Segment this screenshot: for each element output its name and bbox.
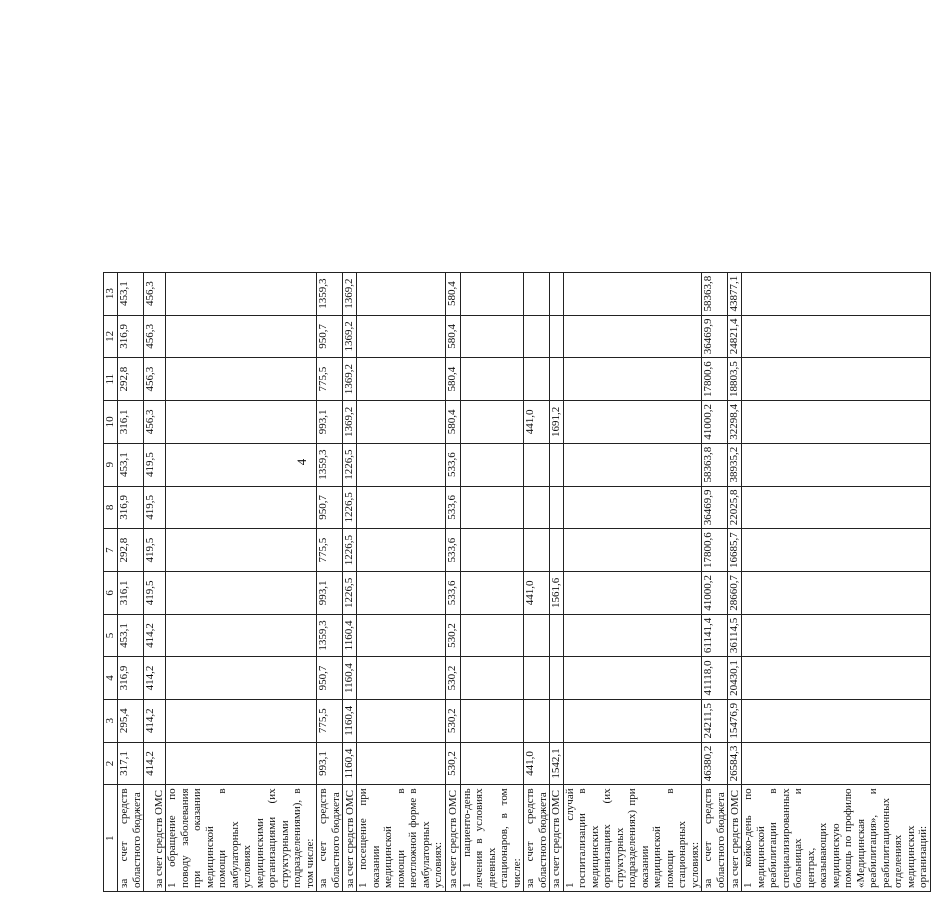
- row-label: 1 обращение по поводу заболевания при оказании медицинской помощи в амбулаторных условиях медицинскими организациями (их структурными подразделениями), в том числе:: [166, 785, 317, 892]
- value-cell: 993,1: [317, 572, 343, 615]
- value-cell: [460, 315, 524, 358]
- table-row: [357, 272, 446, 891]
- column-number-4: 4: [104, 657, 118, 700]
- value-cell: 530,2: [445, 699, 460, 742]
- value-cell: 28660,7: [728, 572, 742, 615]
- value-cell: 41118,0: [702, 657, 728, 700]
- column-number-7: 7: [104, 529, 118, 572]
- value-cell: 414,2: [144, 742, 166, 785]
- value-cell: [742, 358, 931, 401]
- row-label: за счет средств ОМС: [343, 785, 357, 892]
- value-cell: [357, 401, 446, 444]
- value-cell: 1691,2: [550, 401, 564, 444]
- row-label: 1 посещение при оказании медицинской помощи в неотложной форме в амбулаторных условиях:: [357, 785, 446, 892]
- value-cell: [563, 272, 702, 315]
- value-cell: 950,7: [317, 657, 343, 700]
- value-cell: 419,5: [144, 572, 166, 615]
- value-cell: 419,5: [144, 443, 166, 486]
- value-cell: 24211,5: [702, 699, 728, 742]
- value-cell: [524, 358, 550, 401]
- value-cell: [166, 572, 317, 615]
- value-cell: 26584,3: [728, 742, 742, 785]
- value-cell: 295,4: [118, 699, 144, 742]
- value-cell: [550, 358, 564, 401]
- value-cell: [357, 358, 446, 401]
- value-cell: 292,8: [118, 358, 144, 401]
- value-cell: [524, 614, 550, 656]
- column-number-9: 9: [104, 443, 118, 486]
- value-cell: 414,2: [144, 657, 166, 700]
- value-cell: 1369,2: [343, 401, 357, 444]
- value-cell: 1561,6: [550, 572, 564, 615]
- value-cell: [357, 529, 446, 572]
- value-cell: [460, 657, 524, 700]
- value-cell: [563, 358, 702, 401]
- value-cell: 1160,4: [343, 614, 357, 656]
- column-number-row: [104, 272, 118, 891]
- value-cell: 43877,1: [728, 272, 742, 315]
- value-cell: [550, 486, 564, 529]
- cost-table-rotated: [103, 272, 931, 892]
- row-label: за счет средств ОМС: [445, 785, 460, 892]
- value-cell: 1369,2: [343, 315, 357, 358]
- row-label: за счет средств ОМС: [550, 785, 564, 892]
- value-cell: 316,9: [118, 315, 144, 358]
- row-label: 1 случай госпитализации в медицинских организациях (их структурных подразделениях) при оказании медицинской помощи в стационарных условиях:: [563, 785, 702, 892]
- value-cell: [357, 272, 446, 315]
- value-cell: 41000,2: [702, 401, 728, 444]
- value-cell: 15476,9: [728, 699, 742, 742]
- value-cell: 456,3: [144, 401, 166, 444]
- value-cell: 36114,5: [728, 614, 742, 656]
- value-cell: 1359,3: [317, 272, 343, 315]
- value-cell: [563, 699, 702, 742]
- value-cell: 775,5: [317, 358, 343, 401]
- value-cell: 16685,7: [728, 529, 742, 572]
- value-cell: [563, 529, 702, 572]
- value-cell: 1369,2: [343, 358, 357, 401]
- value-cell: 775,5: [317, 699, 343, 742]
- value-cell: 993,1: [317, 742, 343, 785]
- value-cell: 1226,5: [343, 572, 357, 615]
- value-cell: [550, 315, 564, 358]
- value-cell: [460, 529, 524, 572]
- value-cell: [166, 699, 317, 742]
- row-label: за счет средств ОМС: [144, 785, 166, 892]
- value-cell: 441,0: [524, 401, 550, 444]
- value-cell: [563, 614, 702, 656]
- table-row: [550, 272, 564, 891]
- value-cell: 993,1: [317, 401, 343, 444]
- column-number-10: 10: [104, 401, 118, 444]
- value-cell: 36469,9: [702, 486, 728, 529]
- value-cell: 414,2: [144, 614, 166, 656]
- value-cell: 419,5: [144, 529, 166, 572]
- value-cell: [742, 657, 931, 700]
- table-row: [144, 272, 166, 891]
- value-cell: 441,0: [524, 572, 550, 615]
- value-cell: [166, 657, 317, 700]
- value-cell: [550, 699, 564, 742]
- value-cell: 38935,2: [728, 443, 742, 486]
- table-row: [118, 272, 144, 891]
- value-cell: 20430,1: [728, 657, 742, 700]
- table-row: [317, 272, 343, 891]
- value-cell: [166, 529, 317, 572]
- value-cell: [742, 529, 931, 572]
- value-cell: 533,6: [445, 572, 460, 615]
- value-cell: [742, 614, 931, 656]
- value-cell: 46380,2: [702, 742, 728, 785]
- row-label: за счет средств областного бюджета: [524, 785, 550, 892]
- value-cell: [166, 315, 317, 358]
- value-cell: 775,5: [317, 529, 343, 572]
- value-cell: [742, 742, 931, 785]
- value-cell: [166, 614, 317, 656]
- value-cell: 1160,4: [343, 742, 357, 785]
- value-cell: 533,6: [445, 486, 460, 529]
- value-cell: [460, 614, 524, 656]
- value-cell: [550, 657, 564, 700]
- value-cell: [563, 315, 702, 358]
- value-cell: [460, 572, 524, 615]
- page-number: 4: [294, 458, 309, 466]
- value-cell: [563, 742, 702, 785]
- value-cell: 316,9: [118, 657, 144, 700]
- value-cell: 950,7: [317, 486, 343, 529]
- value-cell: 1369,2: [343, 272, 357, 315]
- value-cell: [563, 572, 702, 615]
- value-cell: [166, 358, 317, 401]
- value-cell: [742, 699, 931, 742]
- value-cell: 441,0: [524, 742, 550, 785]
- value-cell: [357, 614, 446, 656]
- value-cell: [550, 614, 564, 656]
- column-number-12: 12: [104, 315, 118, 358]
- value-cell: 316,1: [118, 572, 144, 615]
- value-cell: 18803,5: [728, 358, 742, 401]
- value-cell: 580,4: [445, 315, 460, 358]
- value-cell: [524, 657, 550, 700]
- value-cell: 1226,5: [343, 486, 357, 529]
- value-cell: 419,5: [144, 486, 166, 529]
- column-number-5: 5: [104, 614, 118, 656]
- value-cell: 456,3: [144, 315, 166, 358]
- value-cell: [166, 401, 317, 444]
- value-cell: [460, 272, 524, 315]
- value-cell: [742, 401, 931, 444]
- value-cell: [357, 315, 446, 358]
- value-cell: 533,6: [445, 529, 460, 572]
- value-cell: 1160,4: [343, 699, 357, 742]
- value-cell: 58363,8: [702, 272, 728, 315]
- column-number-13: 13: [104, 272, 118, 315]
- value-cell: 456,3: [144, 272, 166, 315]
- value-cell: [166, 272, 317, 315]
- value-cell: [357, 443, 446, 486]
- table-row: [702, 272, 728, 891]
- value-cell: [563, 401, 702, 444]
- table-row: [563, 272, 702, 891]
- column-number-3: 3: [104, 699, 118, 742]
- row-label: 1 койко-день по медицинской реабилитации в специализированных больницах и центрах, оказывающих медицинскую помощь по профилю «Медицинская реабилитация», и реабилитационных отделениях медицинских организаций:: [742, 785, 931, 892]
- value-cell: [460, 742, 524, 785]
- value-cell: [166, 486, 317, 529]
- value-cell: [357, 699, 446, 742]
- value-cell: [550, 272, 564, 315]
- row-label: 1 пациенто-день лечения в условиях дневных стационаров, в том числе:: [460, 785, 524, 892]
- table-row: [343, 272, 357, 891]
- value-cell: [357, 572, 446, 615]
- value-cell: [357, 657, 446, 700]
- value-cell: 24821,4: [728, 315, 742, 358]
- value-cell: 32298,4: [728, 401, 742, 444]
- value-cell: 580,4: [445, 272, 460, 315]
- table-row: [524, 272, 550, 891]
- value-cell: [550, 529, 564, 572]
- column-number-6: 6: [104, 572, 118, 615]
- value-cell: [742, 315, 931, 358]
- value-cell: [742, 486, 931, 529]
- value-cell: 316,1: [118, 401, 144, 444]
- cost-table: [103, 272, 931, 892]
- value-cell: [460, 486, 524, 529]
- column-number-2: 2: [104, 742, 118, 785]
- value-cell: [524, 486, 550, 529]
- row-label: за счет средств областного бюджета: [702, 785, 728, 892]
- value-cell: 530,2: [445, 742, 460, 785]
- value-cell: 453,1: [118, 272, 144, 315]
- value-cell: 316,9: [118, 486, 144, 529]
- value-cell: [524, 529, 550, 572]
- value-cell: 1542,1: [550, 742, 564, 785]
- value-cell: 453,1: [118, 614, 144, 656]
- value-cell: 1160,4: [343, 657, 357, 700]
- value-cell: 530,2: [445, 657, 460, 700]
- table-row: [460, 272, 524, 891]
- value-cell: 17800,6: [702, 358, 728, 401]
- value-cell: 580,4: [445, 401, 460, 444]
- value-cell: 530,2: [445, 614, 460, 656]
- value-cell: 1359,3: [317, 443, 343, 486]
- value-cell: [357, 742, 446, 785]
- value-cell: 36469,9: [702, 315, 728, 358]
- value-cell: 580,4: [445, 358, 460, 401]
- table-row: [166, 272, 317, 891]
- table-row: [445, 272, 460, 891]
- value-cell: 414,2: [144, 699, 166, 742]
- value-cell: 41000,2: [702, 572, 728, 615]
- table-row: [742, 272, 931, 891]
- value-cell: 1226,5: [343, 443, 357, 486]
- value-cell: [460, 358, 524, 401]
- value-cell: [460, 401, 524, 444]
- value-cell: [524, 272, 550, 315]
- column-number-11: 11: [104, 358, 118, 401]
- value-cell: 453,1: [118, 443, 144, 486]
- row-label: за счет средств ОМС: [728, 785, 742, 892]
- value-cell: [524, 443, 550, 486]
- value-cell: 58363,8: [702, 443, 728, 486]
- column-number-1: 1: [104, 785, 118, 892]
- value-cell: [166, 742, 317, 785]
- value-cell: [524, 699, 550, 742]
- value-cell: [742, 272, 931, 315]
- value-cell: 1226,5: [343, 529, 357, 572]
- column-number-8: 8: [104, 486, 118, 529]
- row-label: за счет средств областного бюджета: [317, 785, 343, 892]
- value-cell: [166, 443, 317, 486]
- table-row: [728, 272, 742, 891]
- value-cell: 317,1: [118, 742, 144, 785]
- value-cell: [742, 443, 931, 486]
- value-cell: [563, 657, 702, 700]
- value-cell: 292,8: [118, 529, 144, 572]
- value-cell: [524, 315, 550, 358]
- value-cell: [357, 486, 446, 529]
- value-cell: [742, 572, 931, 615]
- value-cell: 533,6: [445, 443, 460, 486]
- value-cell: [563, 486, 702, 529]
- value-cell: 950,7: [317, 315, 343, 358]
- value-cell: [460, 699, 524, 742]
- value-cell: [550, 443, 564, 486]
- value-cell: 61141,4: [702, 614, 728, 656]
- value-cell: 1359,3: [317, 614, 343, 656]
- value-cell: [563, 443, 702, 486]
- value-cell: 456,3: [144, 358, 166, 401]
- value-cell: 17800,6: [702, 529, 728, 572]
- value-cell: [460, 443, 524, 486]
- row-label: за счет средств областного бюджета: [118, 785, 144, 892]
- value-cell: 22025,8: [728, 486, 742, 529]
